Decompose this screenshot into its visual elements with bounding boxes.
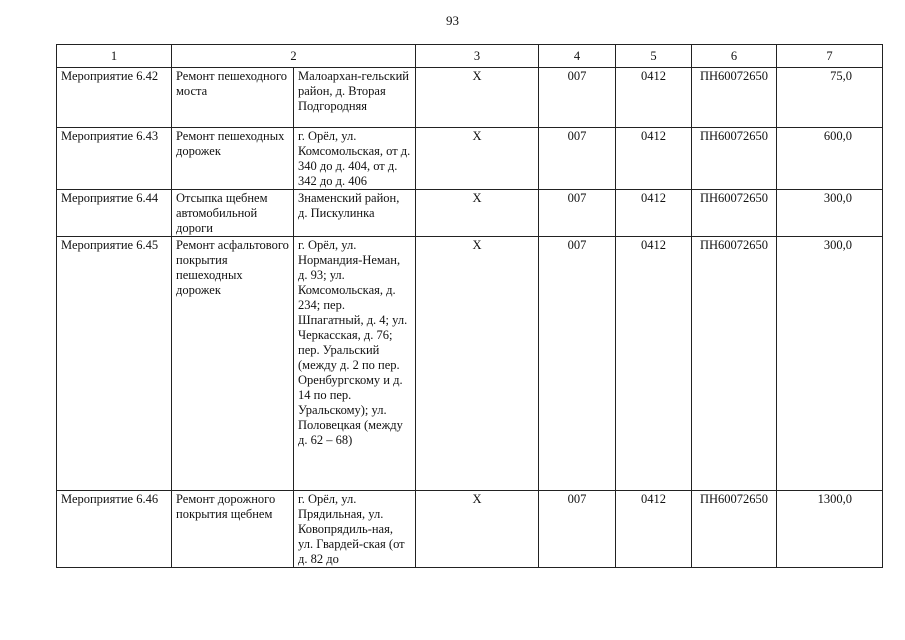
work-cell: Отсыпка щебнем автомобильной дороги (172, 190, 294, 237)
work-cell: Ремонт пешеходных дорожек (172, 128, 294, 190)
col6-cell: ПН60072650 (692, 128, 777, 190)
amount-cell: 75,0 (777, 68, 883, 128)
col4-cell: 007 (539, 68, 616, 128)
table-row (57, 190, 883, 237)
amount-cell: 1300,0 (777, 491, 883, 568)
col6-cell: ПН60072650 (692, 190, 777, 237)
col3-cell: Х (416, 491, 539, 568)
col4-cell: 007 (539, 237, 616, 491)
col5-cell: 0412 (616, 68, 692, 128)
col5-cell: 0412 (616, 491, 692, 568)
col6-cell: ПН60072650 (692, 68, 777, 128)
work-cell: Ремонт асфальтового покрытия пешеходных дорожек (172, 237, 294, 491)
amount-cell: 300,0 (777, 190, 883, 237)
location-cell: г. Орёл, ул. Комсомольская, от д. 340 до д. 404, от д. 342 до д. 406 (294, 128, 416, 190)
col4-cell: 007 (539, 491, 616, 568)
event-cell: Мероприятие 6.44 (57, 190, 172, 237)
event-cell: Мероприятие 6.46 (57, 491, 172, 568)
table-row (57, 237, 883, 491)
col6-cell: ПН60072650 (692, 491, 777, 568)
header-cell-7: 7 (777, 45, 883, 68)
header-cell-4: 4 (539, 45, 616, 68)
col3-cell: Х (416, 190, 539, 237)
header-cell-3: 3 (416, 45, 539, 68)
event-cell: Мероприятие 6.42 (57, 68, 172, 128)
col4-cell: 007 (539, 190, 616, 237)
amount-cell: 300,0 (777, 237, 883, 491)
page-number: 93 (446, 13, 459, 28)
event-cell: Мероприятие 6.45 (57, 237, 172, 491)
location-cell: г. Орёл, ул. Прядильная, ул. Ковопрядиль-ная, ул. Гвардей-ская (от д. 82 до (294, 491, 416, 568)
header-cell-2: 2 (172, 45, 416, 68)
col3-cell: Х (416, 68, 539, 128)
table-row (57, 491, 883, 568)
location-cell: г. Орёл, ул. Нормандия-Неман, д. 93; ул. Комсомольская, д. 234; пер. Шпагатный, д. 4; ул. Черкасская, д. 76; пер. Уральский (между д. 2 по пер. Оренбургскому и д. 14 по пер. Уральскому); ул. Половецкая (между д. 62 – 68) (294, 237, 416, 491)
amount-cell: 600,0 (777, 128, 883, 190)
location-cell: Малоархан-гельский район, д. Вторая Подгородняя (294, 68, 416, 128)
table-header-row (57, 45, 883, 68)
header-cell-5: 5 (616, 45, 692, 68)
col3-cell: Х (416, 237, 539, 491)
table-row (57, 68, 883, 128)
col6-cell: ПН60072650 (692, 237, 777, 491)
header-cell-1: 1 (57, 45, 172, 68)
table-row (57, 128, 883, 190)
header-cell-6: 6 (692, 45, 777, 68)
event-cell: Мероприятие 6.43 (57, 128, 172, 190)
work-cell: Ремонт дорожного покрытия щебнем (172, 491, 294, 568)
col5-cell: 0412 (616, 128, 692, 190)
col5-cell: 0412 (616, 237, 692, 491)
col5-cell: 0412 (616, 190, 692, 237)
work-cell: Ремонт пешеходного моста (172, 68, 294, 128)
budget-table (56, 44, 883, 568)
location-cell: Знаменский район, д. Пискулинка (294, 190, 416, 237)
col3-cell: Х (416, 128, 539, 190)
col4-cell: 007 (539, 128, 616, 190)
